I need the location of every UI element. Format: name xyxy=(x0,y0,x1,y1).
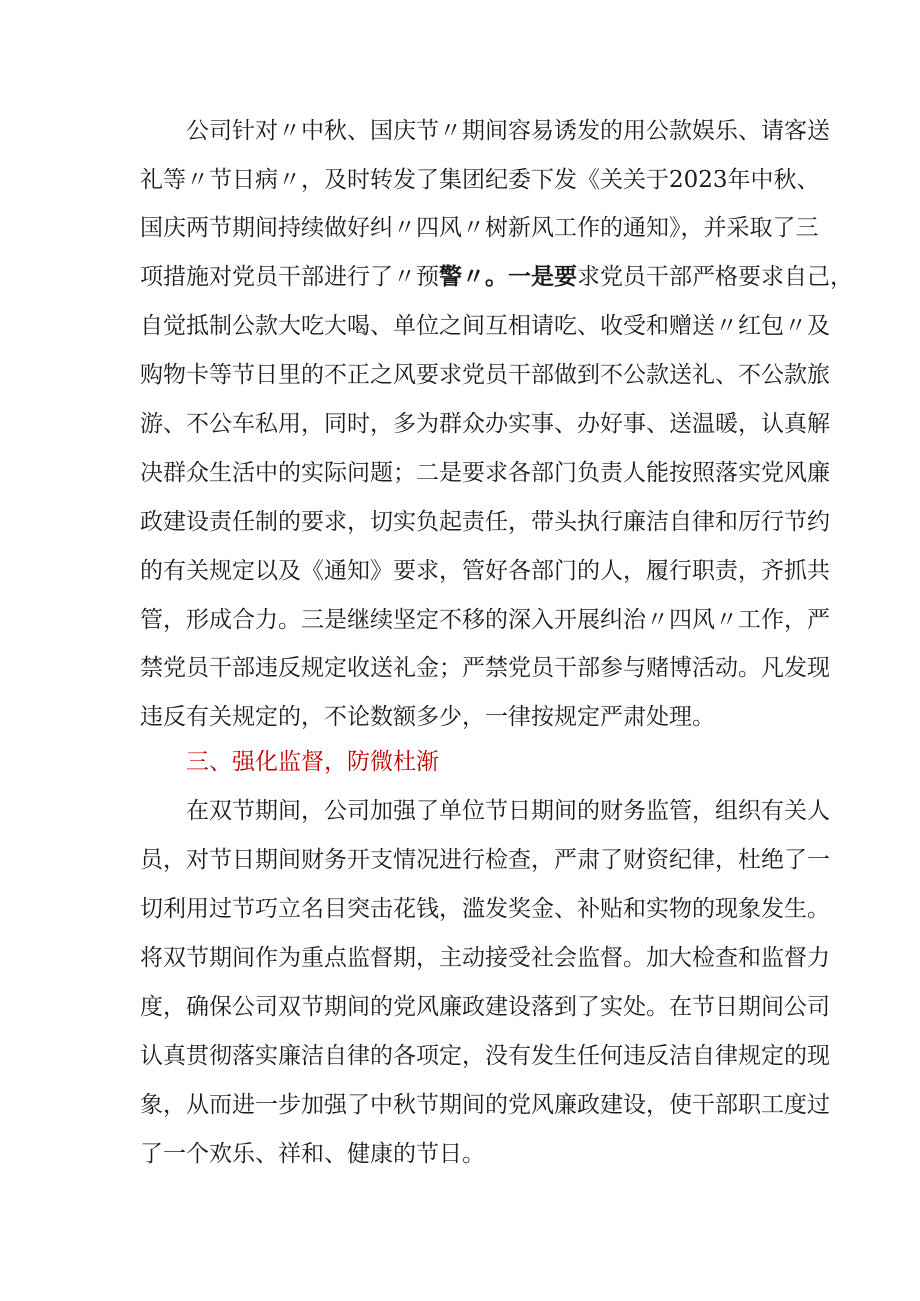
para1-line-12: 禁党员干部违反规定收送礼金；严禁党员干部参与赌博活动。凡发现 xyxy=(140,655,830,681)
para1-line-4-start: 项措施对党员干部进行了〃预 xyxy=(140,264,439,290)
para1-line-7: 游、不公车私用，同时，多为群众办实事、办好事、送温暖，认真解 xyxy=(140,411,830,437)
para1-line-9: 政建设责任制的要求，切实负起责任，带头执行廉洁自律和厉行节约 xyxy=(140,509,830,535)
para1-line-6: 购物卡等节日里的不正之风要求党员干部做到不公款送礼、不公款旅 xyxy=(140,362,830,388)
para2-line-1: 在双节期间，公司加强了单位节日期间的财务监管，组织有关人 xyxy=(186,798,830,824)
para1-line-4 xyxy=(140,257,853,297)
para2-line-3: 切利用过节巧立名目突击花钱，滥发奖金、补贴和实物的现象发生。 xyxy=(140,896,830,922)
para2-line-8: 了一个欢乐、祥和、健康的节日。 xyxy=(140,1141,485,1167)
para1-line-5: 自觉抵制公款大吃大喝、单位之间互相请吃、收受和赠送〃红包〃及 xyxy=(140,313,830,339)
para2-line-6: 认真贯彻落实廉洁自律的各项定，没有发生任何违反洁自律规定的现 xyxy=(140,1043,830,1069)
para1-line-4-bold: 警〃。一是要 xyxy=(439,263,577,290)
para1-line-2: 礼等〃节日病〃，及时转发了集团纪委下发《关关于2023年中秋、 xyxy=(140,167,820,193)
para2-line-4: 将双节期间作为重点监督期，主动接受社会监督。加大检查和监督力 xyxy=(140,945,830,971)
section-heading-3: 三、强化监督，防微杜渐 xyxy=(186,749,439,775)
para1-line-11: 管，形成合力。三是继续坚定不移的深入开展纠治〃四风〃工作，严 xyxy=(140,607,830,633)
para1-line-1: 公司针对〃中秋、国庆节〃期间容易诱发的用公款娱乐、请客送 xyxy=(186,118,830,144)
para1-line-13: 违反有关规定的，不论数额多少，一律按规定严肃处理。 xyxy=(140,704,715,730)
para1-line-3: 国庆两节期间持续做好纠〃四风〃树新风工作的通知》，并采取了三 xyxy=(140,215,819,241)
para2-line-5: 度，确保公司双节期间的党风廉政建设落到了实处。在节日期间公司 xyxy=(140,994,830,1020)
para1-line-10: 的有关规定以及《通知》要求，管好各部门的人，履行职责，齐抓共 xyxy=(140,558,830,584)
para2-line-2: 员，对节日期间财务开支情况进行检查，严肃了财资纪律，杜绝了一 xyxy=(140,847,830,873)
para1-line-4-end: 求党员干部严格要求自己， xyxy=(577,264,853,290)
para1-line-8: 决群众生活中的实际问题；二是要求各部门负责人能按照落实党风廉 xyxy=(140,460,830,486)
para2-line-7: 象，从而进一步加强了中秋节期间的党风廉政建设，使干部职工度过 xyxy=(140,1092,830,1118)
